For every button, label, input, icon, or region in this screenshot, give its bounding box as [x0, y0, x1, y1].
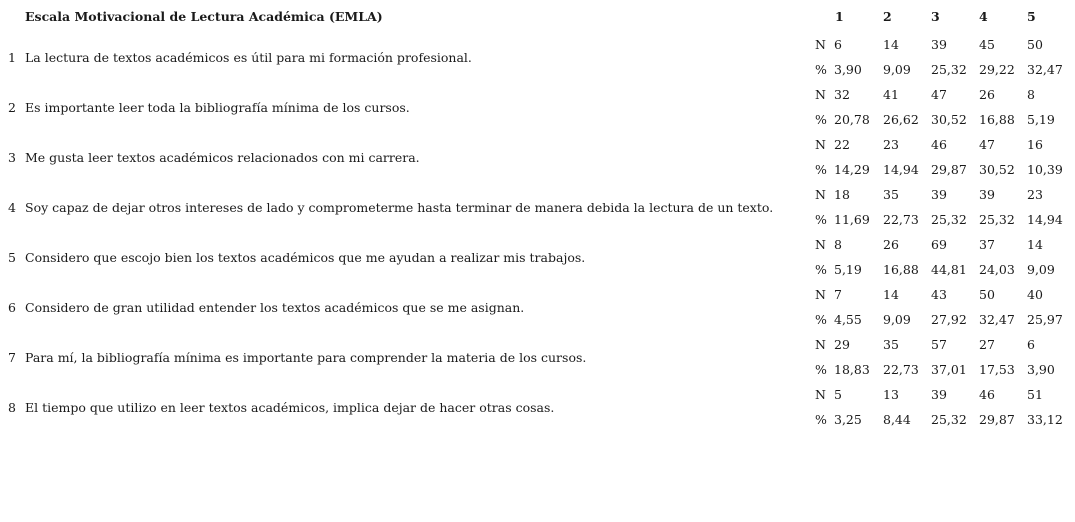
table-row — [0, 232, 1075, 282]
frequency-row — [0, 282, 1075, 307]
n-label: N — [815, 337, 826, 352]
percentage-cell: 24,03 — [979, 262, 1015, 277]
percentage-cell: 16,88 — [979, 112, 1015, 127]
frequency-row — [0, 332, 1075, 357]
n-label: N — [815, 287, 826, 302]
percent-label: % — [815, 162, 827, 177]
percentage-cell: 29,87 — [931, 162, 967, 177]
percentage-row — [0, 357, 1075, 382]
percent-label: % — [815, 212, 827, 227]
percentage-cell: 25,97 — [1027, 312, 1063, 327]
percent-label: % — [815, 112, 827, 127]
frequency-cell: 29 — [834, 337, 850, 352]
item-number: 1 — [8, 50, 16, 65]
percent-label: % — [815, 412, 827, 427]
percentage-row — [0, 107, 1075, 132]
frequency-row — [0, 132, 1075, 157]
percentage-cell: 16,88 — [883, 262, 919, 277]
frequency-cell: 14 — [883, 37, 899, 52]
percentage-cell: 44,81 — [931, 262, 967, 277]
frequency-cell: 23 — [883, 137, 899, 152]
n-label: N — [815, 187, 826, 202]
percentage-cell: 33,12 — [1027, 412, 1063, 427]
frequency-cell: 6 — [834, 37, 842, 52]
frequency-row — [0, 32, 1075, 57]
n-label: N — [815, 387, 826, 402]
percentage-cell: 37,01 — [931, 362, 967, 377]
frequency-row — [0, 82, 1075, 107]
n-label: N — [815, 37, 826, 52]
percentage-cell: 25,32 — [931, 62, 967, 77]
n-label: N — [815, 87, 826, 102]
percentage-row — [0, 157, 1075, 182]
percentage-cell: 20,78 — [834, 112, 870, 127]
frequency-cell: 8 — [1027, 87, 1035, 102]
percentage-cell: 14,94 — [1027, 212, 1063, 227]
percent-label: % — [815, 312, 827, 327]
percentage-cell: 29,87 — [979, 412, 1015, 427]
percentage-row — [0, 207, 1075, 232]
frequency-cell: 26 — [979, 87, 995, 102]
percentage-cell: 10,39 — [1027, 162, 1063, 177]
frequency-cell: 69 — [931, 237, 947, 252]
frequency-cell: 46 — [979, 387, 995, 402]
frequency-cell: 14 — [883, 287, 899, 302]
percentage-row — [0, 57, 1075, 82]
frequency-cell: 50 — [979, 287, 995, 302]
percentage-cell: 22,73 — [883, 212, 919, 227]
frequency-row — [0, 232, 1075, 257]
frequency-cell: 8 — [834, 237, 842, 252]
table-row — [0, 32, 1075, 82]
frequency-cell: 35 — [883, 187, 899, 202]
frequency-cell: 41 — [883, 87, 899, 102]
item-number: 8 — [8, 400, 16, 415]
item-number: 2 — [8, 100, 16, 115]
frequency-cell: 35 — [883, 337, 899, 352]
item-statement: Soy capaz de dejar otros intereses de lado y comprometerme hasta terminar de manera debida la lectura de un texto. — [25, 200, 774, 215]
percentage-row — [0, 257, 1075, 282]
percent-label: % — [815, 62, 827, 77]
percentage-cell: 11,69 — [834, 212, 870, 227]
percentage-cell: 25,32 — [931, 212, 967, 227]
frequency-cell: 46 — [931, 137, 947, 152]
frequency-cell: 47 — [931, 87, 947, 102]
frequency-row — [0, 382, 1075, 407]
frequency-cell: 13 — [883, 387, 899, 402]
frequency-cell: 51 — [1027, 387, 1043, 402]
percentage-cell: 3,90 — [1027, 362, 1055, 377]
column-header-2: 2 — [883, 9, 892, 24]
table-row — [0, 282, 1075, 332]
item-statement: Para mí, la bibliografía mínima es importante para comprender la materia de los cursos. — [25, 350, 587, 365]
frequency-cell: 39 — [979, 187, 995, 202]
table-row — [0, 382, 1075, 432]
percentage-cell: 5,19 — [1027, 112, 1055, 127]
item-number: 3 — [8, 150, 16, 165]
percentage-cell: 26,62 — [883, 112, 919, 127]
frequency-cell: 43 — [931, 287, 947, 302]
frequency-cell: 14 — [1027, 237, 1043, 252]
item-statement: Considero de gran utilidad entender los textos académicos que se me asignan. — [25, 300, 525, 315]
item-statement: Considero que escojo bien los textos académicos que me ayudan a realizar mis trabajos. — [25, 250, 586, 265]
column-header-3: 3 — [931, 9, 940, 24]
percentage-cell: 29,22 — [979, 62, 1015, 77]
percentage-cell: 25,32 — [979, 212, 1015, 227]
frequency-cell: 23 — [1027, 187, 1043, 202]
percentage-cell: 22,73 — [883, 362, 919, 377]
frequency-cell: 37 — [979, 237, 995, 252]
percentage-cell: 3,25 — [834, 412, 862, 427]
frequency-cell: 22 — [834, 137, 850, 152]
n-label: N — [815, 137, 826, 152]
percent-label: % — [815, 262, 827, 277]
column-header-1: 1 — [835, 9, 844, 24]
percentage-cell: 4,55 — [834, 312, 862, 327]
table-title: Escala Motivacional de Lectura Académica (EMLA) — [25, 9, 383, 24]
frequency-cell: 26 — [883, 237, 899, 252]
frequency-cell: 45 — [979, 37, 995, 52]
percentage-cell: 30,52 — [979, 162, 1015, 177]
percentage-cell: 8,44 — [883, 412, 911, 427]
column-header-5: 5 — [1027, 9, 1036, 24]
frequency-cell: 39 — [931, 187, 947, 202]
frequency-cell: 6 — [1027, 337, 1035, 352]
item-statement: Es importante leer toda la bibliografía mínima de los cursos. — [25, 100, 410, 115]
item-statement: El tiempo que utilizo en leer textos académicos, implica dejar de hacer otras cosas. — [25, 400, 555, 415]
frequency-cell: 16 — [1027, 137, 1043, 152]
percentage-cell: 9,09 — [883, 312, 911, 327]
frequency-cell: 50 — [1027, 37, 1043, 52]
percentage-cell: 9,09 — [883, 62, 911, 77]
n-label: N — [815, 237, 826, 252]
frequency-cell: 39 — [931, 37, 947, 52]
percentage-cell: 5,19 — [834, 262, 862, 277]
percent-label: % — [815, 362, 827, 377]
frequency-cell: 27 — [979, 337, 995, 352]
percentage-cell: 32,47 — [979, 312, 1015, 327]
percentage-row — [0, 407, 1075, 432]
percentage-cell: 9,09 — [1027, 262, 1055, 277]
table-row — [0, 332, 1075, 382]
item-number: 4 — [8, 200, 16, 215]
frequency-cell: 18 — [834, 187, 850, 202]
frequency-row — [0, 182, 1075, 207]
frequency-cell: 47 — [979, 137, 995, 152]
item-number: 7 — [8, 350, 16, 365]
percentage-cell: 3,90 — [834, 62, 862, 77]
column-header-4: 4 — [979, 9, 988, 24]
percentage-cell: 17,53 — [979, 362, 1015, 377]
percentage-cell: 32,47 — [1027, 62, 1063, 77]
frequency-cell: 32 — [834, 87, 850, 102]
percentage-cell: 27,92 — [931, 312, 967, 327]
item-number: 5 — [8, 250, 16, 265]
percentage-cell: 30,52 — [931, 112, 967, 127]
frequency-cell: 57 — [931, 337, 947, 352]
item-number: 6 — [8, 300, 16, 315]
percentage-cell: 14,94 — [883, 162, 919, 177]
frequency-cell: 40 — [1027, 287, 1043, 302]
percentage-row — [0, 307, 1075, 332]
frequency-cell: 5 — [834, 387, 842, 402]
table-row — [0, 132, 1075, 182]
percentage-cell: 14,29 — [834, 162, 870, 177]
item-statement: La lectura de textos académicos es útil para mi formación profesional. — [25, 50, 472, 65]
table-row — [0, 182, 1075, 232]
percentage-cell: 18,83 — [834, 362, 870, 377]
percentage-cell: 25,32 — [931, 412, 967, 427]
frequency-cell: 39 — [931, 387, 947, 402]
item-statement: Me gusta leer textos académicos relacionados con mi carrera. — [25, 150, 420, 165]
table-row — [0, 82, 1075, 132]
frequency-cell: 7 — [834, 287, 842, 302]
